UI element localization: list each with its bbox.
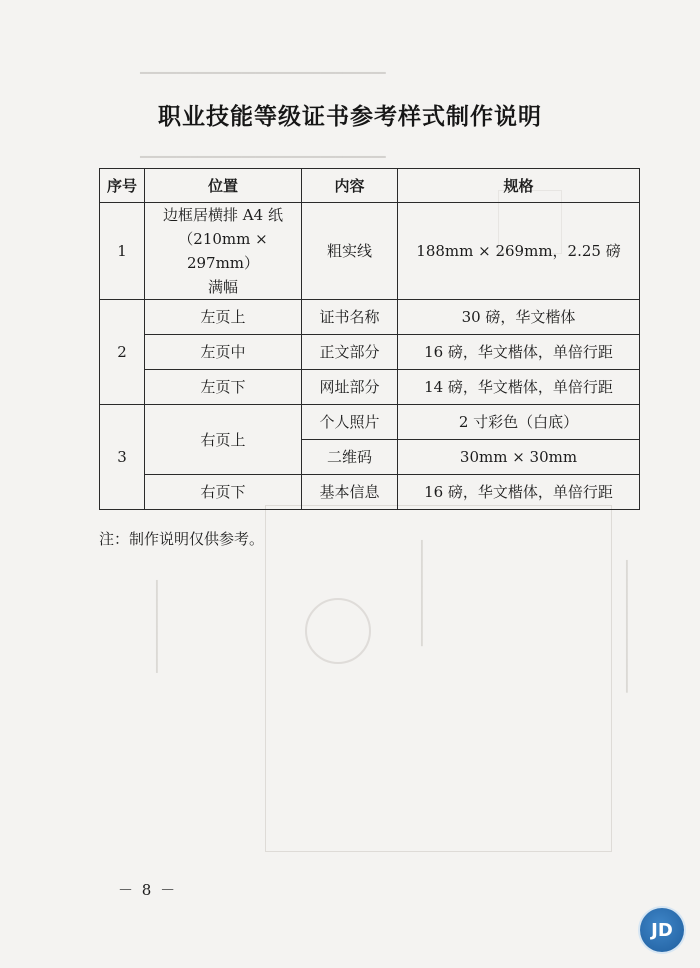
- cell-content: 正文部分: [302, 335, 398, 370]
- cell-position-line: （210mm × 297mm）: [178, 230, 268, 272]
- cell-no: 1: [100, 203, 145, 300]
- cell-position-line: 满幅: [207, 278, 238, 296]
- header-content: 内容: [302, 169, 398, 203]
- cell-spec: 16 磅，华文楷体，单倍行距: [398, 475, 640, 510]
- page-title: 职业技能等级证书参考样式制作说明: [158, 104, 542, 130]
- cell-content: 证书名称: [302, 300, 398, 335]
- cell-spec: 2 寸彩色（白底）: [398, 405, 640, 440]
- table-header-row: [100, 169, 640, 203]
- table-row: [100, 203, 640, 300]
- spec-table: [99, 168, 640, 510]
- header-no: 序号: [100, 169, 145, 203]
- table-row: [100, 405, 640, 440]
- cell-no: 2: [100, 300, 145, 405]
- table-row: [100, 335, 640, 370]
- bleed-through-vertical: ━━━━━━━━━━━━━━━━━━━━: [620, 560, 633, 693]
- footnote: 注：制作说明仅供参考。: [99, 530, 265, 548]
- bleed-through-frame: [265, 505, 612, 852]
- cell-spec: 188mm × 269mm，2.25 磅: [398, 203, 640, 300]
- header-spec: 规格: [398, 169, 640, 203]
- bleed-through-vertical: ━━━━━━━━━━━━━━: [150, 580, 163, 673]
- cell-content: 二维码: [302, 440, 398, 475]
- cell-spec: 14 磅，华文楷体，单倍行距: [398, 370, 640, 405]
- bleed-through-seal: [305, 598, 371, 664]
- watermark-logo: JD: [640, 908, 684, 952]
- cell-content: 基本信息: [302, 475, 398, 510]
- cell-spec: 30mm × 30mm: [398, 440, 640, 475]
- cell-spec: 30 磅，华文楷体: [398, 300, 640, 335]
- table-row: [100, 300, 640, 335]
- header-position: 位置: [145, 169, 302, 203]
- cell-position: 右页下: [145, 475, 302, 510]
- table-row: [100, 370, 640, 405]
- cell-content: 网址部分: [302, 370, 398, 405]
- cell-no: 3: [100, 405, 145, 510]
- bleed-through-vertical: ━━━━━━━━━━━━━━━━: [415, 540, 428, 646]
- cell-position: 左页下: [145, 370, 302, 405]
- table-row: [100, 475, 640, 510]
- cell-content: 个人照片: [302, 405, 398, 440]
- cell-position: 左页中: [145, 335, 302, 370]
- cell-content: 粗实线: [302, 203, 398, 300]
- cell-position-line: 边框居横排 A4 纸: [163, 206, 283, 224]
- cell-position: 左页上: [145, 300, 302, 335]
- cell-position: [145, 203, 302, 300]
- cell-position: 右页上: [145, 405, 302, 475]
- bleed-through-line: ━━━━━━━━━━━━━━━━━━━━━━━━━━━━━━━━━━: [140, 150, 386, 164]
- cell-spec: 16 磅，华文楷体，单倍行距: [398, 335, 640, 370]
- page-number: － 8 －: [118, 881, 178, 899]
- bleed-through-line: ━━━━━━━━━━━━━━━━━━━━━━━━━━━━━━━━━━: [140, 66, 386, 80]
